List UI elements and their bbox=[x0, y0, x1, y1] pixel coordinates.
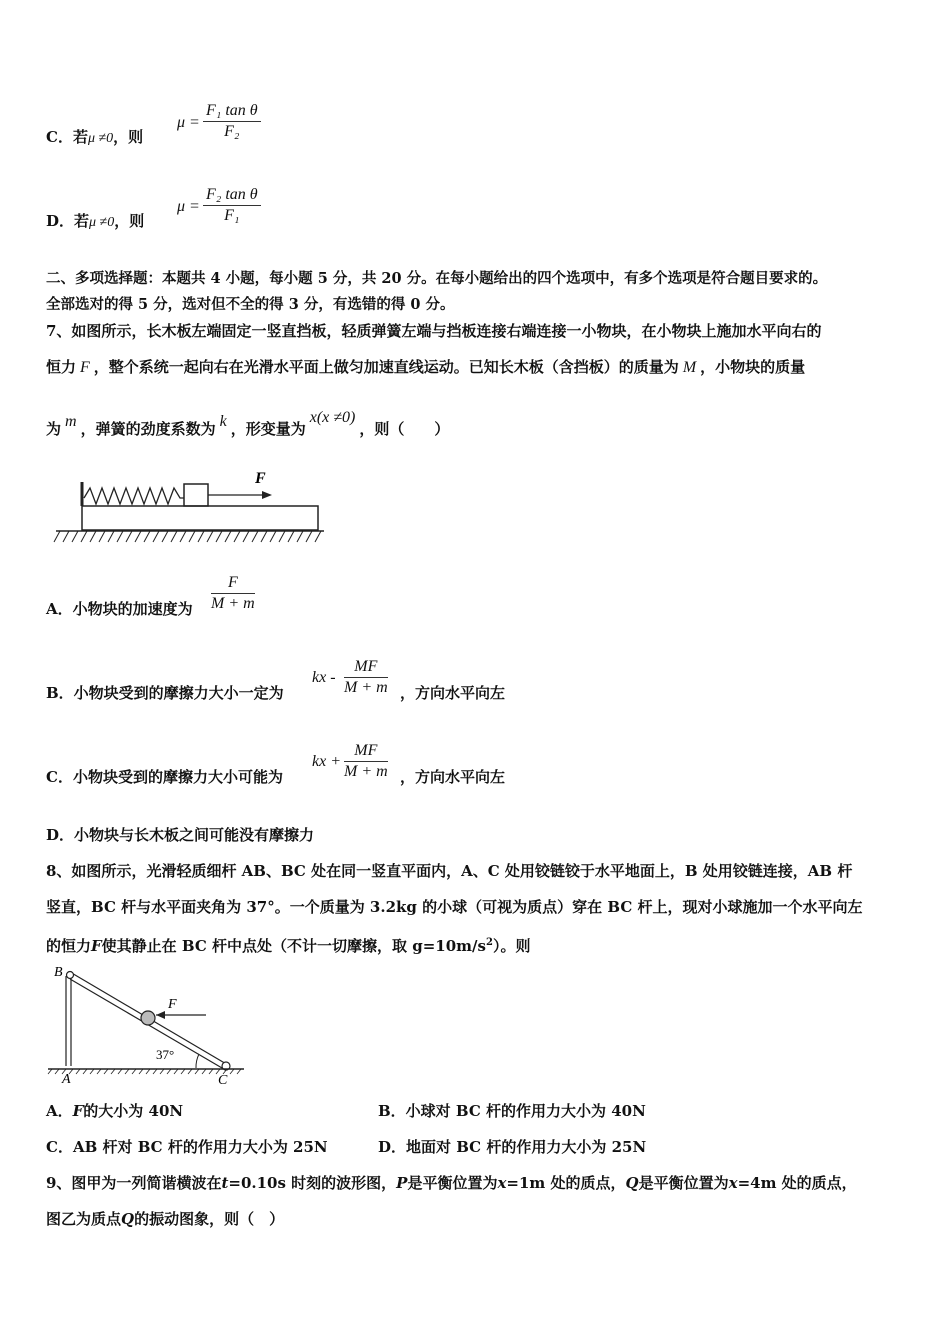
q7-option-a: A．小物块的加速度为 bbox=[46, 600, 193, 618]
q7-c-numerator: MF bbox=[344, 742, 388, 762]
q7-c-pre: kx + bbox=[312, 753, 341, 770]
q7-var-m: m bbox=[65, 413, 77, 430]
q6-d-then: ，则 bbox=[114, 212, 145, 230]
q9-l1f: =4m 处的质点， bbox=[737, 1174, 857, 1192]
q7-l3d: ，则（ ） bbox=[359, 420, 450, 438]
q7-l3c: ，形变量为 bbox=[230, 420, 306, 438]
q7-c-fraction bbox=[344, 742, 388, 781]
q9-l1d: =1m 处的质点， bbox=[506, 1174, 626, 1192]
q9-line2 bbox=[46, 1208, 284, 1230]
q7-a-denominator: M + m bbox=[211, 595, 255, 612]
q8-line2: 竖直，BC 杆与水平面夹角为 37°。一个质量为 3.2kg 的小球（可视为质点）穿在 BC 杆上，现对小球施加一个水平向左 bbox=[46, 898, 863, 916]
q7-line2 bbox=[46, 356, 805, 379]
q9-l1b: =0.10s 时刻的波形图， bbox=[228, 1174, 397, 1192]
q8-a-prefix: A． bbox=[46, 1102, 73, 1120]
q7-l3b: ，弹簧的劲度系数为 bbox=[80, 420, 216, 438]
q7-c-denominator: M + m bbox=[344, 763, 388, 780]
q7-option-d: D．小物块与长木板之间可能没有摩擦力 bbox=[46, 826, 315, 844]
q7-line1: 7、如图所示，长木板左端固定一竖直挡板，轻质弹簧左端与挡板连接右端连接一小物块，在小物块上施加水平向右的 bbox=[46, 322, 822, 340]
q6-c-lhs: μ = bbox=[177, 114, 200, 131]
q7-b-numerator: MF bbox=[344, 658, 388, 678]
q6-c-denominator: F₂ bbox=[224, 123, 240, 140]
q6-d-fraction bbox=[203, 186, 261, 225]
q8-angle-arc bbox=[196, 1054, 199, 1068]
q7-force-arrowhead bbox=[262, 491, 272, 499]
q8-line3 bbox=[46, 932, 530, 957]
q9-var-x2: x bbox=[728, 1174, 738, 1192]
q8-force-arrowhead bbox=[156, 1011, 165, 1019]
q7-board bbox=[82, 506, 318, 530]
q8-a-var-F: F bbox=[72, 1102, 84, 1120]
q8-label-b: B bbox=[54, 965, 63, 980]
q6-c-then: ，则 bbox=[113, 128, 144, 146]
q9-var-Q2: Q bbox=[121, 1210, 135, 1228]
q7-option-b: B．小物块受到的摩擦力大小一定为 bbox=[46, 684, 284, 702]
q7-a-fraction bbox=[211, 574, 255, 613]
q6-d-lhs: μ = bbox=[177, 198, 200, 215]
q7-spring bbox=[84, 488, 184, 504]
q9-l2b: 的振动图象，则（ ） bbox=[134, 1210, 285, 1228]
q9-var-t: t bbox=[221, 1174, 229, 1192]
section2-line1: 二、多项选择题：本题共 4 小题，每小题 5 分，共 20 分。在每小题给出的四个选项中，有多个选项是符合题目要求的。 bbox=[46, 270, 828, 287]
section2-line2: 全部选对的得 5 分，选对但不全的得 3 分，有选错的得 0 分。 bbox=[46, 296, 455, 313]
q8-a-text: 的大小为 40N bbox=[83, 1102, 184, 1120]
q6-c-numerator: F₁ tan θ bbox=[203, 102, 261, 122]
q8-ball bbox=[141, 1011, 155, 1025]
q7-var-F: F bbox=[80, 359, 90, 376]
q6-option-c bbox=[46, 126, 143, 150]
q9-var-Q: Q bbox=[625, 1174, 639, 1192]
q9-l1e: 是平衡位置为 bbox=[638, 1174, 729, 1192]
q8-line1: 8、如图所示，光滑轻质细杆 AB、BC 处在同一竖直平面内，A、C 处用铰链铰于水平地面上，B 处用铰链连接，AB 杆 bbox=[46, 862, 853, 880]
q8-hinge-b bbox=[67, 972, 74, 979]
q9-l2a: 图乙为质点 bbox=[46, 1210, 122, 1228]
q9-line1 bbox=[46, 1172, 857, 1194]
q8-l3a: 的恒力 bbox=[46, 937, 92, 955]
q7-b-pre: kx - bbox=[312, 669, 336, 686]
q8-force-label: F bbox=[168, 997, 177, 1012]
q7-b-fraction bbox=[344, 658, 388, 697]
q7-var-k: k bbox=[219, 413, 227, 430]
q8-option-c: C．AB 杆对 BC 杆的作用力大小为 25N bbox=[46, 1138, 328, 1156]
q6-c-condition: μ ≠0 bbox=[87, 131, 114, 146]
q8-option-a bbox=[46, 1100, 183, 1122]
q9-l1a: 9、图甲为一列简谐横波在 bbox=[46, 1174, 222, 1192]
q9-l1c: 是平衡位置为 bbox=[407, 1174, 498, 1192]
q8-l3b: 使其静止在 BC 杆中点处（不计一切摩擦，取 g=10m/s bbox=[101, 937, 486, 955]
q7-line3 bbox=[46, 409, 450, 441]
q8-angle-label: 37° bbox=[156, 1047, 175, 1062]
q8-label-a: A bbox=[62, 1072, 71, 1086]
q7-option-c: C．小物块受到的摩擦力大小可能为 bbox=[46, 768, 283, 786]
q8-l3c: ）。则 bbox=[492, 937, 531, 955]
q6-c-fraction bbox=[203, 102, 261, 141]
q7-l2b: ，整个系统一起向右在光滑水平面上做匀加速直线运动。已知长木板（含挡板）的质量为 bbox=[93, 358, 679, 376]
q8-option-b: B．小球对 BC 杆的作用力大小为 40N bbox=[378, 1102, 646, 1120]
q7-force-label: F bbox=[255, 470, 266, 487]
q7-figure bbox=[50, 462, 330, 548]
q6-c-prefix: C．若 bbox=[46, 128, 88, 146]
q9-var-P: P bbox=[396, 1174, 408, 1192]
q7-var-x: x(x ≠0) bbox=[309, 409, 356, 426]
q7-var-M: M bbox=[682, 359, 697, 376]
q6-d-denominator: F₁ bbox=[224, 207, 240, 224]
q6-option-d bbox=[46, 210, 144, 234]
q8-figure bbox=[46, 962, 246, 1086]
q8-label-c: C bbox=[218, 1073, 228, 1086]
q7-l2c: ，小物块的质量 bbox=[700, 358, 806, 376]
q7-b-denominator: M + m bbox=[344, 679, 388, 696]
q7-block bbox=[184, 484, 208, 506]
q7-l3a: 为 bbox=[46, 420, 62, 438]
q6-d-prefix: D．若 bbox=[46, 212, 90, 230]
q8-superscript: 2 bbox=[485, 937, 493, 948]
q7-b-post: ，方向水平向左 bbox=[400, 684, 506, 702]
q8-var-F: F bbox=[91, 937, 102, 955]
q7-l2a: 恒力 bbox=[46, 358, 77, 376]
q7-a-numerator: F bbox=[211, 574, 255, 594]
q6-d-numerator: F₂ tan θ bbox=[203, 186, 261, 206]
q9-var-x1: x bbox=[497, 1174, 507, 1192]
q7-ground-hatch bbox=[54, 531, 321, 542]
q6-d-condition: μ ≠0 bbox=[89, 215, 115, 230]
q7-c-post: ，方向水平向左 bbox=[400, 768, 506, 786]
q8-option-d: D．地面对 BC 杆的作用力大小为 25N bbox=[378, 1138, 647, 1156]
